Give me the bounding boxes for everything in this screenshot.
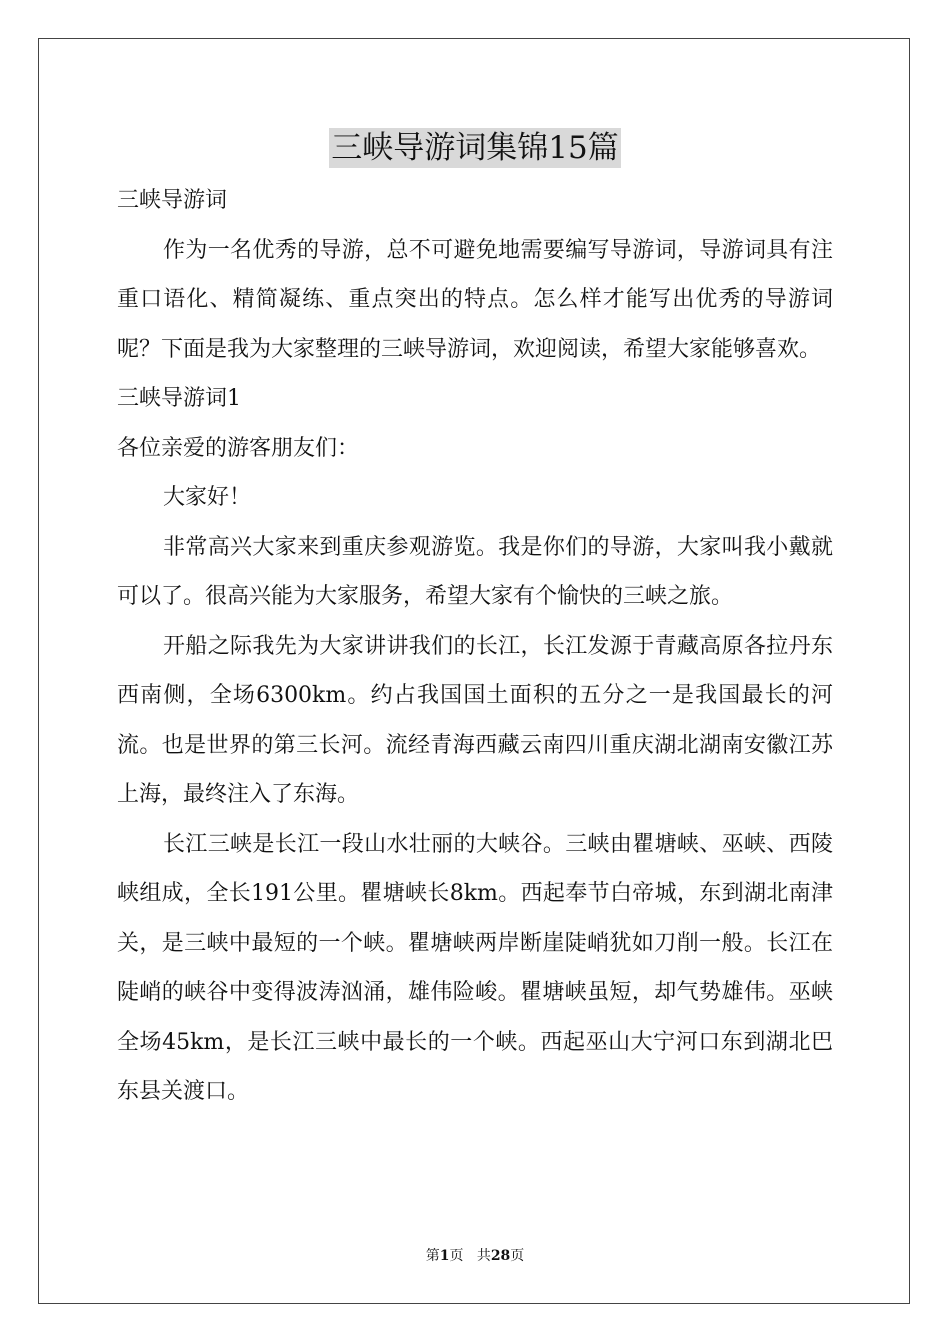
- document-title: 三峡导游词集锦15篇: [331, 130, 619, 166]
- page-number: 1: [439, 1248, 450, 1264]
- total-suffix: 页: [510, 1248, 525, 1264]
- title-container: [0, 128, 950, 168]
- total-pages: 28: [490, 1248, 511, 1264]
- page-prefix: 第: [425, 1248, 440, 1264]
- paragraph: 三峡导游词: [117, 188, 228, 213]
- document-body: [117, 176, 833, 1117]
- page-footer: [0, 1246, 950, 1266]
- paragraph: 长江三峡是长江一段山水壮丽的大峡谷。三峡由瞿塘峡、巫峡、西陵峡组成，全长191公里。瞿塘峡长8km。西起奉节白帝城，东到湖北南津关，是三峡中最短的一个峡。瞿塘峡两岸断崖陡峭犹如刀削一般。长江在陡峭的峡谷中变得波涛汹涌，雄伟险峻。瞿塘峡虽短，却气势雄伟。巫峡全场45km，是长江三峡中最长的一个峡。西起巫山大宁河口东到湖北巴东县关渡口。: [117, 831, 833, 1104]
- total-prefix: 共: [476, 1248, 491, 1264]
- paragraph: 开船之际我先为大家讲讲我们的长江，长江发源于青藏高原各拉丹东西南侧，全场6300km。约占我国国土面积的五分之一是我国最长的河流。也是世界的第三长河。流经青海西藏云南四川重庆湖北湖南安徽江苏上海，最终注入了东海。: [117, 633, 833, 807]
- paragraph: 作为一名优秀的导游，总不可避免地需要编写导游词，导游词具有注重口语化、精简凝练、重点突出的特点。怎么样才能写出优秀的导游词呢？下面是我为大家整理的三峡导游词，欢迎阅读，希望大家能够喜欢。: [117, 237, 833, 362]
- paragraph: 各位亲爱的游客朋友们：: [117, 435, 360, 461]
- paragraph: 大家好！: [163, 485, 252, 510]
- section-heading: 三峡导游词1: [117, 386, 241, 411]
- paragraph: 非常高兴大家来到重庆参观游览。我是你们的导游，大家叫我小戴就可以了。很高兴能为大家服务，希望大家有个愉快的三峡之旅。: [117, 534, 833, 609]
- page-suffix: 页: [449, 1248, 464, 1264]
